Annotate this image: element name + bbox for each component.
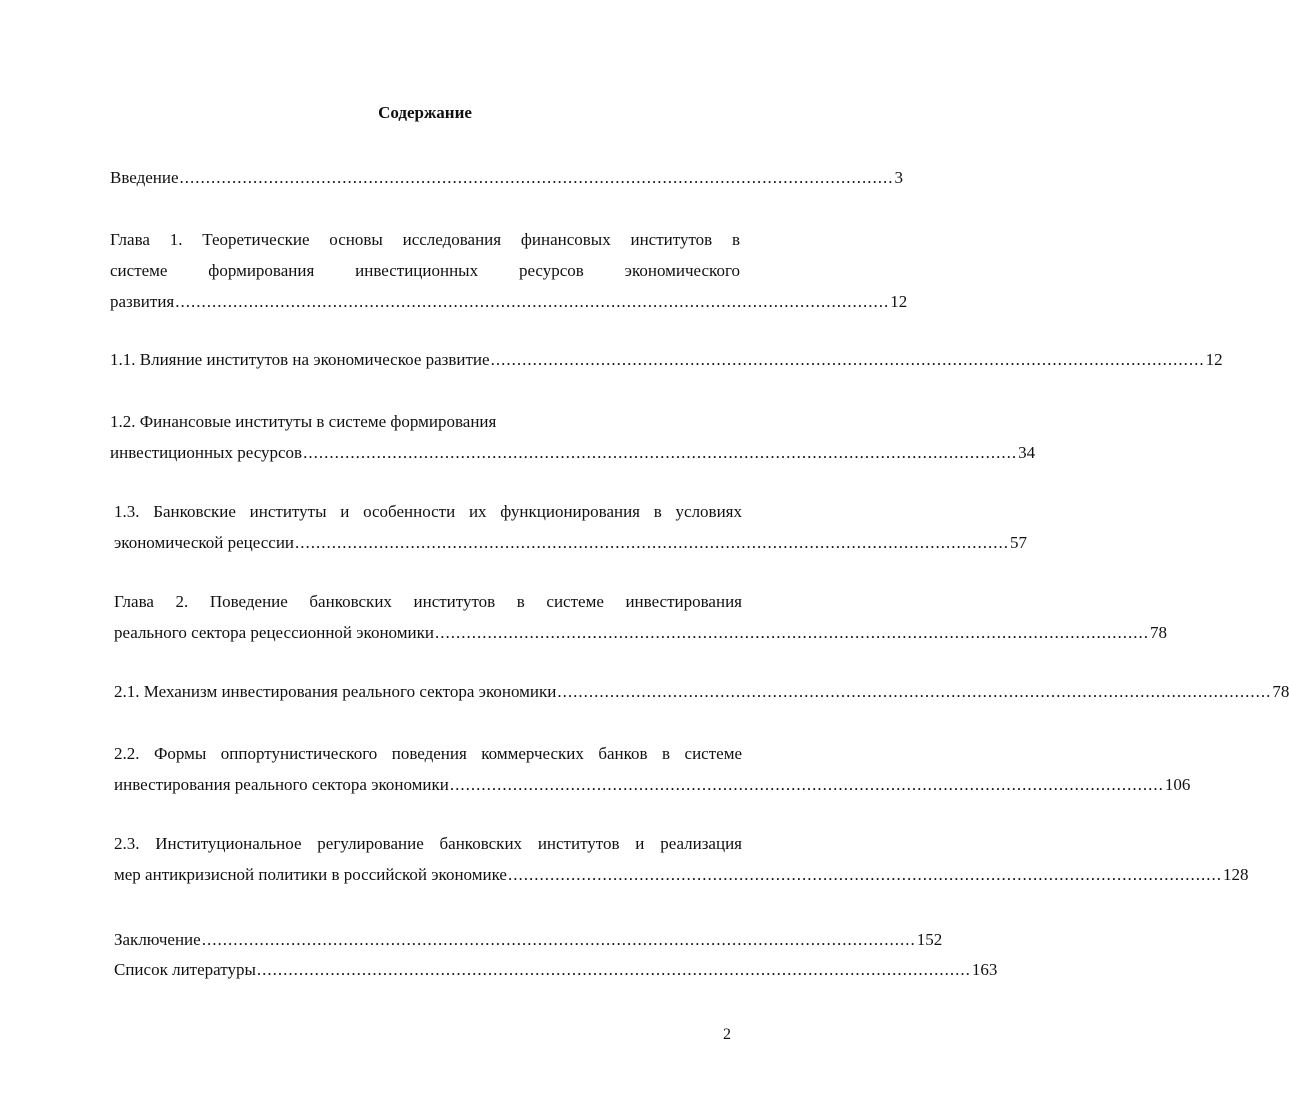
page-number: 2 [723, 1026, 731, 1043]
toc-leader-dots: ........................................................................................................................................ [557, 682, 1272, 701]
toc-leader-dots: ........................................................................................................................................ [201, 930, 916, 949]
toc-entry-section-1-2[interactable] [110, 412, 1036, 463]
toc-entry-label: 1.1. Влияние институтов на экономическое развитие [110, 350, 490, 369]
toc-entry-section-2-3[interactable] [114, 834, 1249, 885]
toc-page-number: 57 [1010, 533, 1028, 552]
toc-entry-line: системе формирования инвестиционных ресурсов экономического [110, 261, 740, 280]
toc-leader-dots: ........................................................................................................................................ [507, 865, 1222, 884]
toc-entry-label: развития [110, 292, 175, 311]
toc-entry-chapter-2[interactable] [114, 592, 1167, 643]
toc-entry-references[interactable] [114, 960, 998, 980]
toc-entry-line: 2.3. Институциональное регулирование банковских институтов и реализация [114, 834, 742, 853]
toc-entry-conclusion[interactable] [114, 930, 943, 950]
toc-entry-section-1-3[interactable] [114, 502, 1028, 553]
toc-entry-line: Глава 2. Поведение банковских институтов в системе инвестирования [114, 592, 742, 611]
toc-entry-line: 2.2. Формы оппортунистического поведения коммерческих банков в системе [114, 744, 742, 763]
toc-entry-label: Заключение [114, 930, 201, 949]
toc-leader-dots: ........................................................................................................................................ [175, 292, 890, 311]
toc-leader-dots: ........................................................................................................................................ [490, 350, 1205, 369]
toc-page-number: 3 [894, 168, 904, 187]
toc-entry-label: экономической рецессии [114, 533, 295, 552]
toc-entry-label: инвестиционных ресурсов [110, 443, 303, 462]
toc-page-number: 106 [1164, 775, 1191, 794]
toc-entry-intro[interactable] [110, 168, 904, 188]
toc-leader-dots: ........................................................................................................................................ [449, 775, 1164, 794]
toc-entry-label: реального сектора рецессионной экономики [114, 623, 434, 642]
toc-entry-chapter-1[interactable] [110, 230, 908, 312]
toc-entry-line: 1.3. Банковские институты и особенности их функционирования в условиях [114, 502, 742, 521]
toc-entry-line: 1.2. Финансовые институты в системе формирования [110, 412, 497, 431]
toc-leader-dots: ........................................................................................................................................ [434, 623, 1149, 642]
toc-page-number: 34 [1018, 443, 1036, 462]
toc-page-number: 12 [1205, 350, 1223, 369]
toc-page-number: 152 [916, 930, 943, 949]
toc-entry-label: Введение [110, 168, 179, 187]
toc-page-number: 128 [1222, 865, 1249, 884]
toc-page-number: 163 [971, 960, 998, 979]
toc-leader-dots: ........................................................................................................................................ [303, 443, 1018, 462]
toc-entry-label: инвестирования реального сектора экономики [114, 775, 449, 794]
toc-page-number: 78 [1149, 623, 1167, 642]
toc-entry-label: Список литературы [114, 960, 256, 979]
toc-page-number: 12 [890, 292, 908, 311]
toc-entry-section-2-1[interactable] [114, 682, 1289, 702]
toc-entry-label: мер антикризисной политики в российской экономике [114, 865, 507, 884]
toc-entry-label: 2.1. Механизм инвестирования реального сектора экономики [114, 682, 557, 701]
toc-leader-dots: ........................................................................................................................................ [295, 533, 1010, 552]
toc-page-number: 78 [1272, 682, 1289, 701]
page-title: Содержание [378, 103, 472, 122]
toc-leader-dots: ........................................................................................................................................ [179, 168, 894, 187]
toc-entry-line: Глава 1. Теоретические основы исследования финансовых институтов в [110, 230, 740, 249]
toc-leader-dots: ........................................................................................................................................ [256, 960, 971, 979]
toc-entry-section-2-2[interactable] [114, 744, 1191, 795]
toc-entry-section-1-1[interactable] [110, 350, 1223, 370]
